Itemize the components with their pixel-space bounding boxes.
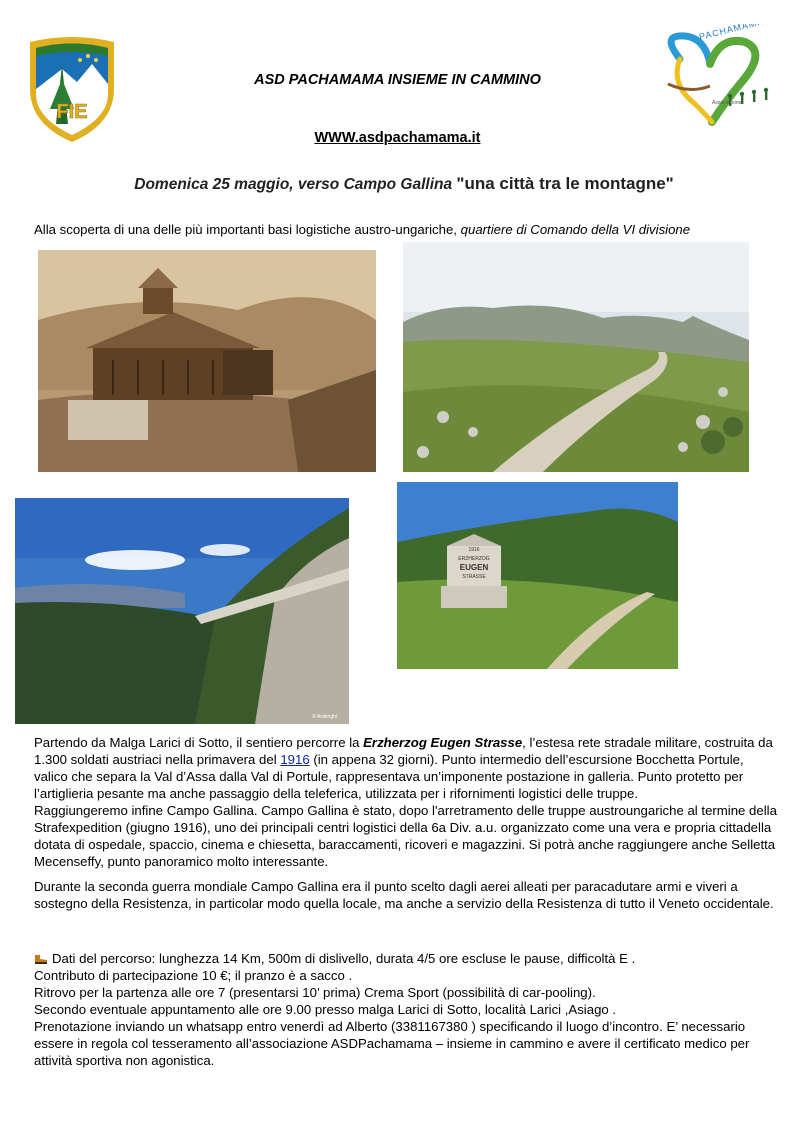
details-route — [34, 950, 779, 967]
paragraph-route — [34, 734, 779, 802]
pachamama-logo-subtext: Associazione — [712, 100, 742, 106]
hiking-boot-icon — [34, 951, 48, 961]
intro-italic: quartiere di Comando della VI divisione — [460, 222, 691, 237]
monument-line-3: STRASSE — [462, 574, 486, 580]
year-link[interactable]: 1916 — [280, 752, 310, 767]
intro-line — [34, 222, 690, 237]
website-link[interactable]: WWW.asdpachamama.it — [314, 130, 481, 146]
details-block — [34, 950, 779, 1069]
details-meeting: Ritrovo per la partenza alle ore 7 (presentarsi 10’ prima) Crema Sport (possibilità di car-pooling). — [34, 985, 596, 1000]
photo-cliff-road — [15, 498, 349, 724]
photo-road-monument — [397, 482, 678, 669]
p1-text-b: , l’estesa rete stradale militare, costruita da 1.300 soldati austriaci nella primavera del — [34, 735, 773, 767]
monument-line-2: EUGEN — [459, 563, 489, 572]
p1-road-name: Erzherzog Eugen Strasse — [363, 735, 523, 750]
intro-text: Alla scoperta di una delle più importanti basi logistiche austro-ungariche, — [34, 222, 457, 237]
photo-plateau-road — [403, 242, 749, 472]
fie-shield-logo — [22, 34, 122, 144]
paragraph-campo-gallina: Raggiungeremo infine Campo Gallina. Campo Gallina è stato, dopo l'arretramento delle truppe austroungariche al termine della Strafexpedition (giugno 1916), uno dei principali centri logistici della 6a Div. a.u. organizzato come una vera e propria cittadella dotata di ospedale, spaccio, cinema e chiesetta, baraccamenti, ricoveri e magazzini. Si potrà anche raggiungere anche Selletta Mecenseffy, punto panoramico molto interessante. — [34, 803, 777, 869]
monument-line-1: ERZHERZOG — [458, 556, 490, 562]
organization-title: ASD PACHAMAMA INSIEME IN CAMMINO — [254, 72, 541, 88]
pachamama-logo-text: PACHAMAMA — [698, 24, 765, 42]
monument-year: 1916 — [468, 547, 480, 553]
p1-text-a: Partendo da Malga Larici di Sotto, il sentiero percorre la — [34, 735, 360, 750]
event-headline — [0, 174, 795, 194]
description-block — [34, 734, 779, 912]
details-booking: Prenotazione inviando un whatsapp entro venerdì ad Alberto (3381167380 ) specificando il luogo d’incontro. E’ necessario essere in regola col tesseramento all’associazione ASDPachamama – insieme in cammino e avere il certificato medico per attività sportiva non agonistica. — [34, 1019, 750, 1068]
details-fee: Contributo di partecipazione 10 €; il pranzo è a sacco . — [34, 968, 353, 983]
p1-text-c: (in appena 32 giorni). Punto intermedio dell’escursione Bocchetta Portule, valico che separa la Val d’Assa dalla Val di Portule, rappresentava un’imponente postazione in galleria. Punto protetto per l’artiglieria pesante ma anche passaggio della teleferica, utilizzata per i rifornimenti logistici delle truppe. — [34, 752, 744, 801]
fie-logo-text: FIE — [56, 101, 88, 123]
event-date: Domenica 25 maggio, verso Campo Gallina — [134, 176, 453, 193]
details-second-meeting: Secondo eventuale appuntamento alle ore 9.00 presso malga Larici di Sotto, località Larici ,Asiago . — [34, 1002, 617, 1017]
event-tagline: "una città tra le montagne" — [456, 174, 674, 193]
route-info: Dati del percorso: lunghezza 14 Km, 500m di dislivello, durata 4/5 ore escluse le pause, difficoltà E . — [52, 951, 636, 966]
paragraph-resistance: Durante la seconda guerra mondiale Campo Gallina era il punto scelto dagli aerei alleati per paracadutare armi e viveri a sostegno della Resistenza, in particolar modo quella locale, ma anche a servizio della Resistenza di tutto il Veneto occidentale. — [34, 879, 774, 911]
photo-chapel-sepia — [38, 250, 376, 472]
photo-credit: © Ardenghi — [312, 714, 337, 720]
